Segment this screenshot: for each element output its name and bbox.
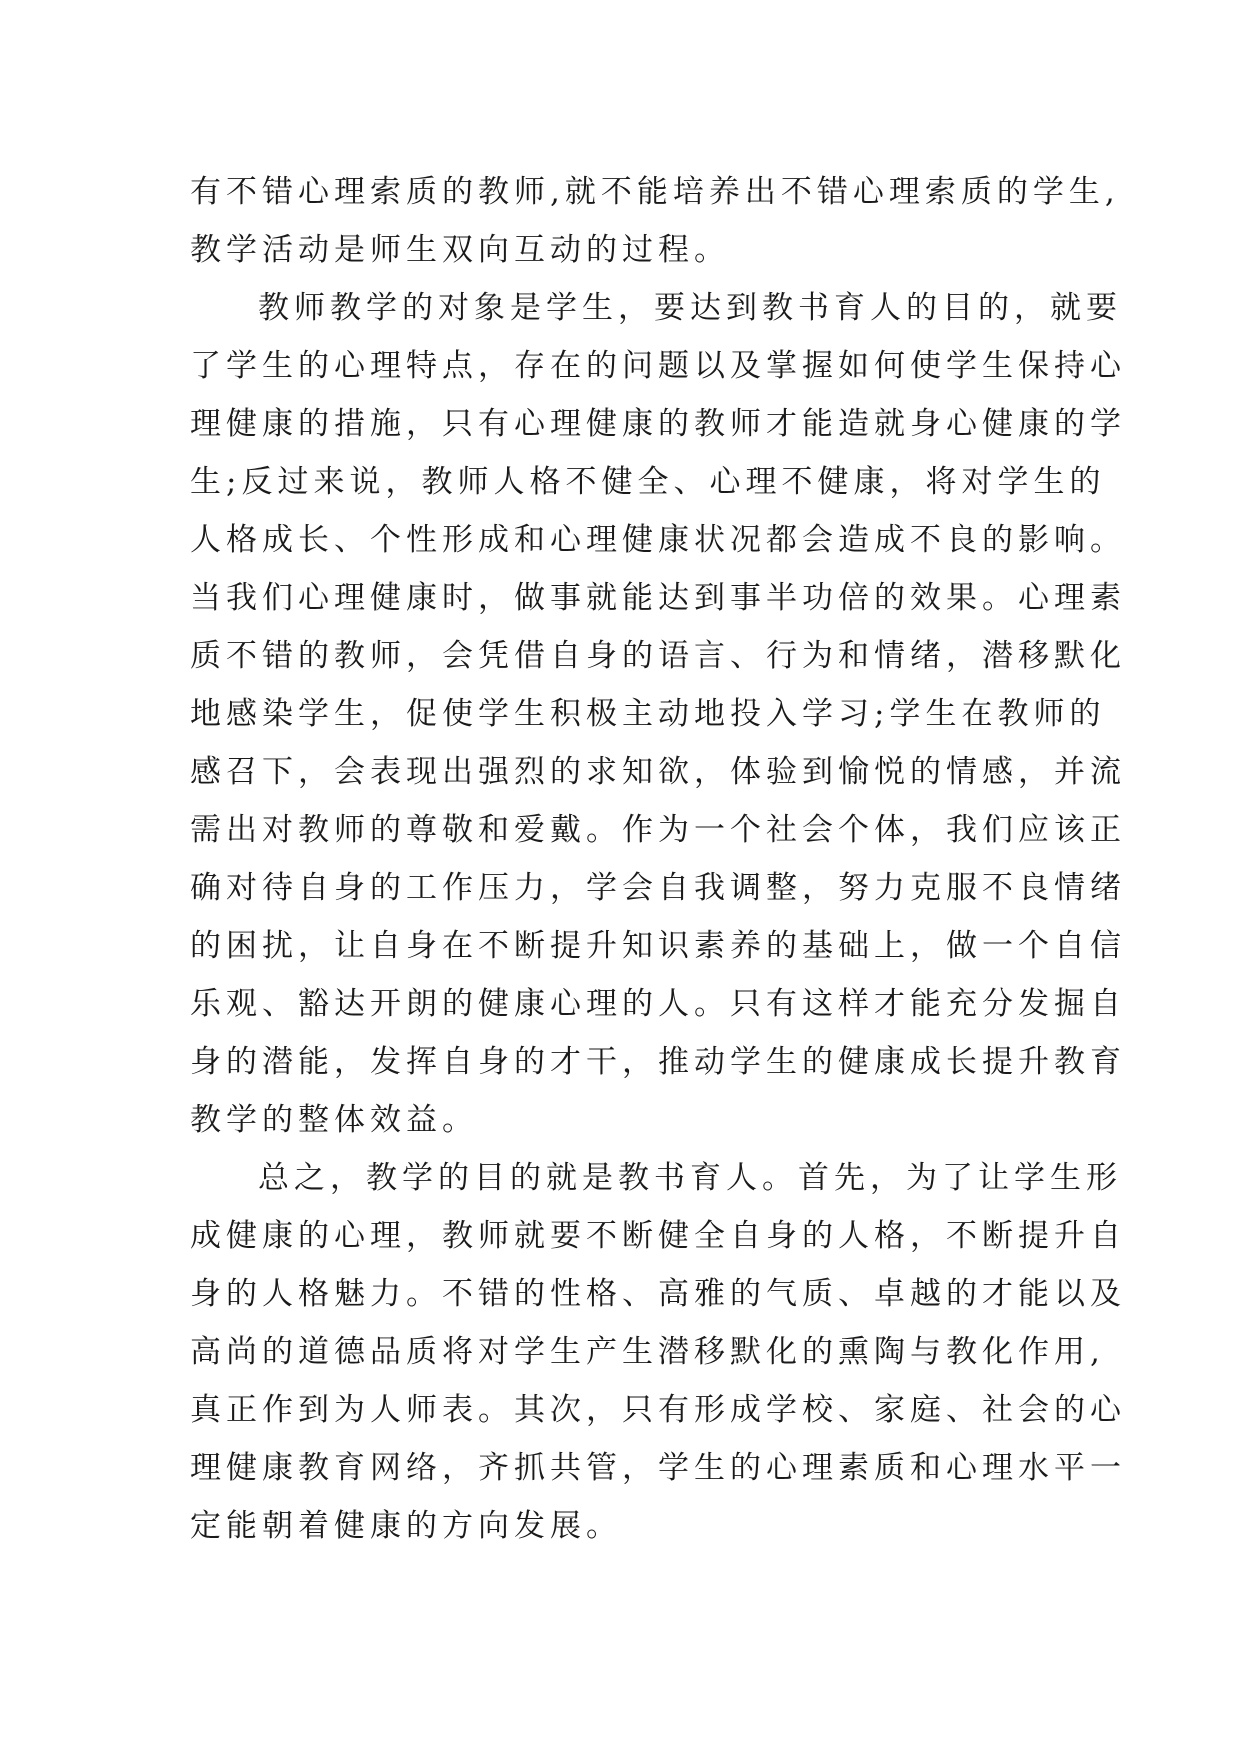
text-line: 理健康教育网络，齐抓共管，学生的心理素质和心理水平一: [190, 1450, 1126, 1486]
text-line: 质不错的教师，会凭借自身的语言、行为和情绪，潜移默化: [190, 638, 1126, 674]
text-line: 确对待自身的工作压力，学会自我调整，努力克服不良情绪: [190, 870, 1126, 906]
text-line: 当我们心理健康时，做事就能达到事半功倍的效果。心理素: [190, 580, 1126, 616]
text-line: 高尚的道德品质将对学生产生潜移默化的熏陶与教化作用,: [190, 1334, 1105, 1370]
text-line: 有不错心理索质的教师,就不能培养出不错心理索质的学生,: [190, 174, 1120, 210]
text-line: 教学活动是师生双向互动的过程。: [190, 232, 730, 268]
document-body: [190, 163, 1126, 1555]
text-line: 乐观、豁达开朗的健康心理的人。只有这样才能充分发掘自: [190, 986, 1126, 1022]
text-line: 身的潜能，发挥自身的才干，推动学生的健康成长提升教育: [190, 1044, 1126, 1080]
text-line: 总之，教学的目的就是教书育人。首先，为了让学生形: [258, 1160, 1122, 1196]
text-line: 人格成长、个性形成和心理健康状况都会造成不良的影响。: [190, 522, 1126, 558]
text-line: 了学生的心理特点，存在的问题以及掌握如何使学生保持心: [190, 348, 1126, 384]
text-line: 真正作到为人师表。其次，只有形成学校、家庭、社会的心: [190, 1392, 1126, 1428]
text-line: 教学的整体效益。: [190, 1102, 478, 1138]
text-line: 教师教学的对象是学生，要达到教书育人的目的，就要: [258, 290, 1122, 326]
text-line: 理健康的措施，只有心理健康的教师才能造就身心健康的学: [190, 406, 1126, 442]
text-line: 的困扰，让自身在不断提升知识素养的基础上，做一个自信: [190, 928, 1126, 964]
text-line: 生;反过来说，教师人格不健全、心理不健康，将对学生的: [190, 464, 1106, 500]
text-line: 身的人格魅力。不错的性格、高雅的气质、卓越的才能以及: [190, 1276, 1126, 1312]
text-line: 地感染学生，促使学生积极主动地投入学习;学生在教师的: [190, 696, 1106, 732]
text-line: 成健康的心理，教师就要不断健全自身的人格，不断提升自: [190, 1218, 1126, 1254]
text-line: 定能朝着健康的方向发展。: [190, 1508, 622, 1544]
text-line: 需出对教师的尊敬和爱戴。作为一个社会个体，我们应该正: [190, 812, 1126, 848]
text-line: 感召下，会表现出强烈的求知欲，体验到愉悦的情感，并流: [190, 754, 1126, 790]
